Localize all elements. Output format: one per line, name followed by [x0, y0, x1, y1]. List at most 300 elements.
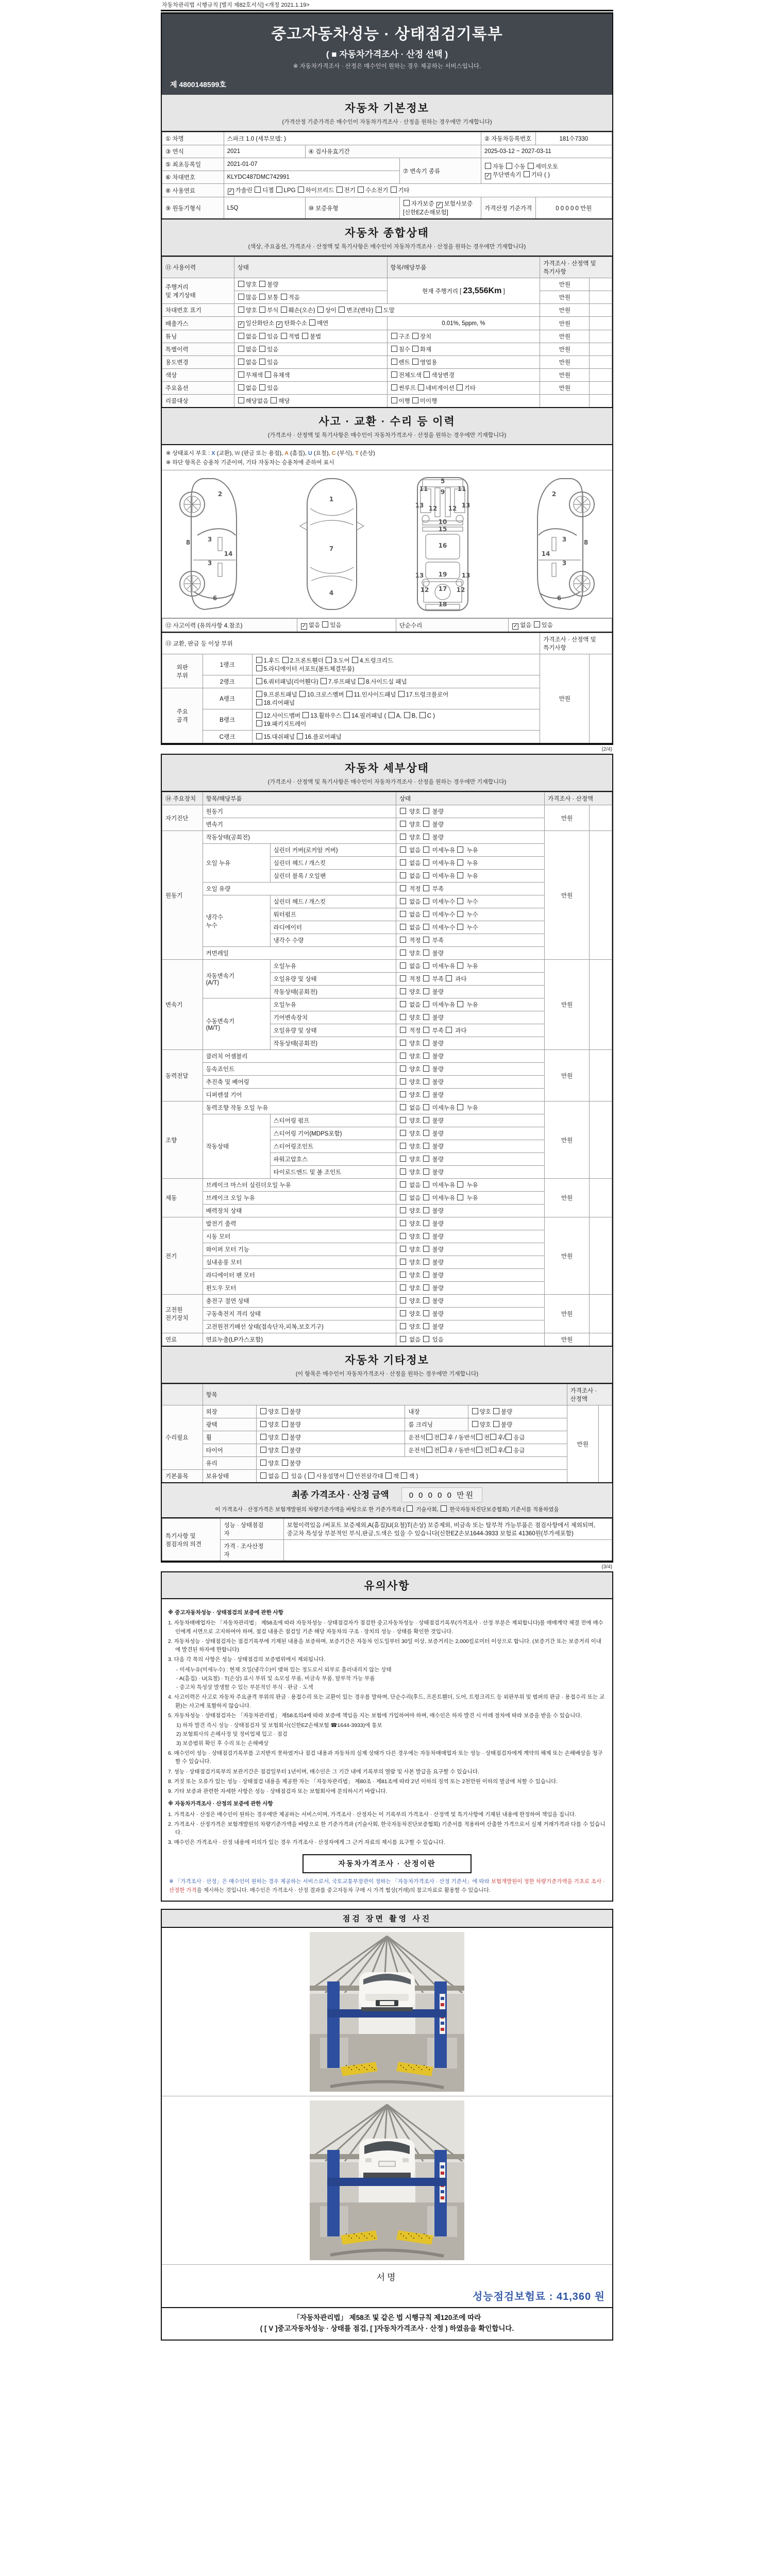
checkbox[interactable] [423, 1065, 429, 1072]
section-basic-header [162, 95, 612, 132]
checkbox[interactable] [238, 371, 244, 378]
checkbox[interactable] [256, 665, 262, 671]
checkbox[interactable] [256, 699, 262, 705]
checkbox[interactable] [423, 1272, 429, 1278]
checkbox[interactable]: ✓ [277, 321, 282, 327]
checkbox[interactable] [506, 163, 512, 169]
checkbox[interactable] [260, 1460, 266, 1466]
checkbox[interactable] [423, 1078, 429, 1084]
checkbox[interactable] [426, 1434, 432, 1440]
checkbox[interactable] [339, 307, 345, 313]
text: 추진축 및 베어링 [206, 1079, 249, 1086]
checkbox[interactable]: ✓ [301, 623, 307, 629]
checkbox[interactable]: ✓ [239, 321, 243, 327]
checkbox[interactable] [412, 397, 418, 403]
checkbox[interactable] [391, 371, 397, 378]
checkbox[interactable] [423, 1246, 429, 1252]
checkbox[interactable] [404, 712, 410, 718]
checkbox[interactable] [400, 859, 406, 866]
table-cell [203, 1063, 396, 1076]
checkbox[interactable] [423, 1194, 429, 1200]
checkbox[interactable] [457, 1181, 463, 1188]
table-cell [396, 1179, 544, 1192]
table-cell [252, 731, 540, 744]
checkbox[interactable] [238, 384, 244, 391]
checkbox[interactable] [400, 1117, 406, 1123]
table-cell [540, 633, 612, 654]
checkbox[interactable] [276, 187, 282, 193]
text: 적정 [407, 1028, 423, 1034]
checkbox[interactable] [238, 307, 244, 313]
checkbox[interactable] [391, 346, 397, 352]
text: 해당 [278, 398, 290, 404]
checkbox[interactable] [423, 1091, 429, 1097]
checkbox[interactable] [391, 187, 397, 193]
checkbox[interactable] [389, 712, 395, 718]
checkbox[interactable] [457, 1001, 463, 1007]
checkbox[interactable] [400, 1336, 406, 1342]
checkbox[interactable] [423, 1168, 429, 1175]
checkbox[interactable] [446, 975, 452, 981]
text: 불량 [430, 1208, 444, 1214]
checkbox[interactable] [423, 898, 429, 904]
text: 15.대쉬패널 [263, 734, 297, 740]
checkbox[interactable] [260, 1434, 266, 1440]
checkbox[interactable] [259, 294, 265, 300]
checkbox[interactable] [457, 911, 463, 917]
checkbox[interactable] [423, 1156, 429, 1162]
checkbox[interactable] [302, 333, 308, 339]
checkbox[interactable] [400, 950, 406, 956]
checkbox[interactable] [400, 975, 406, 981]
checkbox[interactable] [400, 808, 406, 814]
checkbox[interactable] [400, 911, 406, 917]
notice-item: 7. 성능 · 상태점검기록부의 보관기간은 점검일부터 1년이며, 매수인은 그 기간 내에 기록부의 열람 및 사본 발급을 요구할 수 있습니다. [168, 1768, 479, 1775]
checkbox[interactable] [472, 1408, 478, 1414]
checkbox[interactable] [259, 307, 265, 313]
checkbox[interactable] [260, 1421, 266, 1427]
checkbox[interactable] [423, 846, 429, 853]
checkbox[interactable] [297, 733, 303, 739]
checkbox[interactable] [400, 1104, 406, 1110]
table-cell [590, 343, 612, 356]
checkbox[interactable] [238, 359, 244, 365]
checkbox[interactable] [259, 384, 265, 391]
checkbox[interactable] [400, 1168, 406, 1175]
table-cell [203, 1384, 567, 1405]
checkbox[interactable] [424, 371, 430, 378]
checkbox[interactable] [485, 163, 491, 169]
checkbox[interactable] [282, 1434, 288, 1440]
checkbox[interactable] [423, 1284, 429, 1291]
checkbox[interactable] [423, 1336, 429, 1342]
table-cell [203, 1114, 270, 1179]
checkbox[interactable] [282, 1421, 288, 1427]
checkbox[interactable] [423, 975, 429, 981]
checkbox[interactable] [400, 1194, 406, 1200]
checkbox[interactable] [457, 898, 463, 904]
checkbox[interactable] [418, 384, 424, 391]
checkbox[interactable] [401, 1472, 407, 1479]
text: 누유 [465, 1105, 478, 1111]
checkbox[interactable] [358, 678, 364, 684]
checkbox[interactable] [440, 1434, 446, 1440]
checkbox[interactable] [423, 1207, 429, 1213]
text: 만원 [561, 892, 573, 899]
text: 항목 [206, 1392, 217, 1398]
checkbox[interactable] [423, 1323, 429, 1329]
checkbox[interactable] [298, 187, 304, 193]
table-cell [252, 688, 540, 709]
checkbox[interactable] [400, 924, 406, 930]
diagram-part-number: 13 [415, 502, 424, 509]
checkbox[interactable] [376, 307, 382, 313]
checkbox[interactable] [238, 346, 244, 352]
text: 불량 [430, 1144, 444, 1150]
checkbox[interactable] [423, 808, 429, 814]
checkbox[interactable] [282, 1447, 288, 1453]
checkbox[interactable] [423, 937, 429, 943]
checkbox[interactable] [346, 691, 352, 697]
checkbox[interactable] [400, 1323, 406, 1329]
table-cell [468, 1418, 567, 1431]
checkbox[interactable] [400, 1284, 406, 1291]
checkbox[interactable] [423, 1220, 429, 1226]
checkbox[interactable] [391, 384, 397, 391]
checkbox[interactable] [260, 1447, 266, 1453]
checkbox[interactable] [400, 872, 406, 878]
checkbox[interactable] [490, 1434, 496, 1440]
checkbox[interactable] [400, 1156, 406, 1162]
checkbox[interactable] [423, 1259, 429, 1265]
checkbox[interactable] [472, 1421, 478, 1427]
checkbox[interactable] [506, 1447, 512, 1453]
checkbox[interactable] [282, 1408, 288, 1414]
table-cell [270, 1153, 396, 1166]
checkbox[interactable] [256, 691, 262, 697]
checkbox[interactable] [419, 712, 426, 718]
text: C랭크 [219, 734, 236, 740]
checkbox[interactable] [493, 1421, 499, 1427]
diagram-part-number: 2 [551, 490, 556, 498]
checkbox[interactable] [391, 397, 397, 403]
checkbox[interactable] [423, 821, 429, 827]
diagram-part-number: 14 [224, 550, 233, 557]
checkbox[interactable] [344, 712, 350, 718]
checkbox[interactable] [256, 678, 262, 684]
table-cell [203, 1269, 396, 1282]
checkbox[interactable] [400, 937, 406, 943]
checkbox[interactable] [398, 691, 405, 697]
checkbox[interactable] [400, 988, 406, 994]
checkbox[interactable] [404, 200, 410, 206]
checkbox[interactable] [423, 1027, 429, 1033]
checkbox[interactable] [506, 1434, 512, 1440]
checkbox[interactable] [322, 621, 328, 628]
table-cell [387, 343, 540, 356]
checkbox[interactable] [490, 1447, 496, 1453]
text: 골격 [176, 717, 188, 723]
checkbox[interactable] [260, 1408, 266, 1414]
checkbox[interactable] [259, 333, 265, 339]
checkbox[interactable] [423, 859, 429, 866]
checkbox[interactable] [299, 691, 306, 697]
checkbox[interactable] [391, 333, 397, 339]
checkbox[interactable] [271, 397, 277, 403]
table-cell [590, 805, 612, 831]
checkbox[interactable] [407, 1505, 413, 1512]
text: ⑭ 주요장치 [165, 796, 196, 802]
table-cell [162, 158, 224, 171]
text: 양호 [407, 1079, 423, 1086]
checkbox[interactable]: ✓ [437, 202, 442, 208]
checkbox[interactable] [259, 359, 265, 365]
table-cell [396, 1037, 544, 1050]
diagram-part-number: 10 [438, 518, 447, 526]
checkbox[interactable] [423, 1104, 429, 1110]
table-cell [396, 1230, 544, 1243]
checkbox[interactable] [400, 1207, 406, 1213]
checkbox[interactable] [400, 1001, 406, 1007]
checkbox[interactable] [391, 359, 397, 365]
checkbox[interactable] [423, 988, 429, 994]
checkbox[interactable] [282, 1472, 288, 1479]
checkbox[interactable] [423, 1143, 429, 1149]
checkbox[interactable] [282, 657, 289, 663]
text: 적음 [288, 295, 300, 301]
checkbox[interactable] [400, 962, 406, 969]
diagram-part-number: 8 [186, 539, 191, 546]
checkbox[interactable] [423, 1310, 429, 1316]
checkbox[interactable] [358, 187, 364, 193]
checkbox[interactable] [423, 1117, 429, 1123]
checkbox[interactable] [281, 307, 287, 313]
text: 튜닝 [165, 334, 177, 340]
checkbox[interactable] [265, 371, 271, 378]
table-cell [396, 792, 544, 805]
text: 만원 [561, 1137, 573, 1144]
checkbox[interactable] [238, 397, 244, 403]
checkbox[interactable] [423, 872, 429, 878]
checkbox[interactable] [426, 1447, 432, 1453]
checkbox[interactable] [423, 911, 429, 917]
checkbox[interactable] [238, 333, 244, 339]
table-cell [162, 317, 234, 330]
checkbox[interactable] [309, 319, 315, 326]
text: 리콜대상 [165, 398, 189, 404]
text: 실린더 헤드 / 개스킷 [273, 899, 326, 905]
table-cell [203, 1444, 257, 1457]
table-cell [270, 1166, 396, 1179]
checkbox[interactable] [457, 1194, 463, 1200]
checkbox[interactable] [534, 621, 540, 628]
checkbox[interactable] [400, 1130, 406, 1136]
text: 전기장치 [165, 1315, 189, 1321]
checkbox[interactable] [457, 859, 463, 866]
checkbox[interactable] [256, 657, 262, 663]
text: 불법 [309, 334, 322, 340]
table-cell [162, 395, 234, 408]
checkbox[interactable] [400, 834, 406, 840]
table-cell [162, 369, 234, 382]
checkbox[interactable] [352, 657, 358, 663]
text: 미이행 [419, 398, 438, 404]
text: 누유 [465, 1002, 478, 1008]
checkbox[interactable]: ✓ [513, 623, 518, 629]
text: 누수 [206, 922, 217, 929]
text: 있음 [267, 385, 279, 392]
checkbox[interactable] [457, 1104, 463, 1110]
checkbox[interactable] [441, 1505, 447, 1512]
checkbox[interactable] [423, 950, 429, 956]
checkbox[interactable] [256, 720, 262, 726]
text: 수동변속기 [206, 1018, 235, 1025]
checkbox[interactable] [400, 1143, 406, 1149]
table-cell [162, 132, 224, 145]
checkbox[interactable] [400, 1259, 406, 1265]
table-cell [162, 1384, 203, 1405]
checkbox[interactable] [238, 281, 244, 287]
text: 조향 [165, 1137, 177, 1144]
checkbox[interactable] [423, 1130, 429, 1136]
checkbox[interactable] [400, 1310, 406, 1316]
checkbox[interactable] [337, 187, 343, 193]
checkbox[interactable] [321, 678, 327, 684]
text: 있음 [541, 622, 553, 629]
checkbox[interactable] [400, 1246, 406, 1252]
checkbox[interactable] [400, 1053, 406, 1059]
final-price-title: 최종 가격조사 · 산정 금액 [291, 1490, 389, 1500]
checkbox[interactable] [400, 846, 406, 853]
checkbox[interactable] [457, 872, 463, 878]
final-price-value: 0 0 0 0 0 만원 [401, 1487, 483, 1502]
checkbox[interactable] [259, 346, 265, 352]
checkbox[interactable] [400, 1040, 406, 1046]
table-cell [545, 1295, 590, 1333]
text: 응급 [513, 1435, 525, 1441]
checkbox[interactable] [446, 1027, 452, 1033]
checkbox[interactable] [457, 924, 463, 930]
checkbox[interactable] [347, 1472, 353, 1479]
text: 만원 [561, 1253, 573, 1260]
table-cell [590, 960, 612, 1050]
checkbox[interactable] [423, 885, 429, 891]
checkbox[interactable] [457, 962, 463, 969]
checkbox[interactable] [400, 1220, 406, 1226]
checkbox[interactable] [528, 163, 534, 169]
checkbox[interactable] [423, 962, 429, 969]
legend-code: (흠집), [289, 450, 308, 456]
checkbox[interactable] [308, 1472, 314, 1479]
checkbox[interactable] [400, 1272, 406, 1278]
checkbox[interactable] [400, 821, 406, 827]
diagram-part-number: 7 [329, 545, 333, 552]
text: (A/T) [206, 980, 220, 986]
text: 수소전기 [365, 188, 390, 194]
section-misc-header [162, 1347, 612, 1384]
checkbox[interactable] [440, 1447, 446, 1453]
checkbox[interactable] [423, 924, 429, 930]
checkbox[interactable] [400, 1027, 406, 1033]
checkbox[interactable] [457, 846, 463, 853]
checkbox[interactable] [423, 1053, 429, 1059]
checkbox[interactable] [385, 1472, 392, 1479]
checkbox[interactable]: ✓ [485, 173, 491, 179]
checkbox[interactable] [423, 1040, 429, 1046]
checkbox[interactable] [238, 294, 244, 300]
checkbox[interactable] [255, 187, 261, 193]
checkbox[interactable] [400, 885, 406, 891]
checkbox[interactable] [326, 657, 332, 663]
checkbox[interactable] [281, 333, 287, 339]
checkbox[interactable] [400, 1181, 406, 1188]
table-cell [162, 1179, 203, 1217]
table-cell [481, 132, 535, 145]
checkbox[interactable] [423, 834, 429, 840]
text: 불량 [430, 1066, 444, 1073]
checkbox[interactable] [260, 1472, 266, 1479]
text: 부위 [176, 672, 188, 679]
table-cell [203, 1256, 396, 1269]
checkbox[interactable] [400, 1078, 406, 1084]
signature-label: 서명 [376, 2272, 398, 2282]
text: 탄화수소 [284, 320, 309, 327]
checkbox[interactable] [457, 384, 463, 391]
table-cell [396, 619, 508, 633]
checkbox[interactable]: ✓ [228, 189, 233, 194]
checkbox[interactable] [317, 307, 324, 313]
checkbox[interactable] [524, 171, 530, 177]
definition-segment: ※ 「가격조사 · 산정」은 매수인이 원하는 경우 제공하는 서비스로서, 국토교통부장관이 정하는 「자동차가격조사 · 산정 기준서」에 따라 [169, 1878, 491, 1885]
checkbox[interactable] [303, 712, 309, 718]
text: 양호 [407, 809, 423, 815]
table-cell [270, 960, 396, 973]
text: 가격조사 · 산정액 및 특기사항 [543, 637, 596, 651]
checkbox[interactable] [256, 712, 262, 718]
checkbox[interactable] [400, 1297, 406, 1303]
checkbox[interactable] [400, 1014, 406, 1020]
text: 불량 [430, 1157, 444, 1163]
checkbox[interactable] [423, 1181, 429, 1188]
checkbox[interactable] [412, 346, 418, 352]
text: 보유상태 [206, 1473, 229, 1480]
checkbox[interactable] [423, 1014, 429, 1020]
legend-code: (요철), [312, 450, 332, 456]
text: ④ 검사유효기간 [308, 149, 350, 155]
checkbox[interactable] [423, 1297, 429, 1303]
text: 자 [224, 1552, 230, 1558]
checkbox[interactable] [400, 1091, 406, 1097]
checkbox[interactable] [259, 281, 265, 287]
checkbox[interactable] [400, 1065, 406, 1072]
checkbox[interactable] [476, 1447, 482, 1453]
text: 후 / 동반석 [447, 1448, 476, 1454]
table-cell [203, 1320, 396, 1333]
checkbox[interactable] [412, 359, 418, 365]
checkbox[interactable] [282, 1460, 288, 1466]
checkbox[interactable] [476, 1434, 482, 1440]
checkbox[interactable] [256, 733, 262, 739]
checkbox[interactable] [423, 1001, 429, 1007]
checkbox[interactable] [412, 333, 418, 339]
checkbox[interactable] [400, 1233, 406, 1239]
checkbox[interactable] [281, 294, 287, 300]
legend-code: (부식), [335, 450, 356, 456]
checkbox[interactable] [423, 1233, 429, 1239]
checkbox[interactable] [493, 1408, 499, 1414]
checkbox[interactable] [400, 898, 406, 904]
text: 가격조사 · 산정액 [570, 1388, 597, 1402]
